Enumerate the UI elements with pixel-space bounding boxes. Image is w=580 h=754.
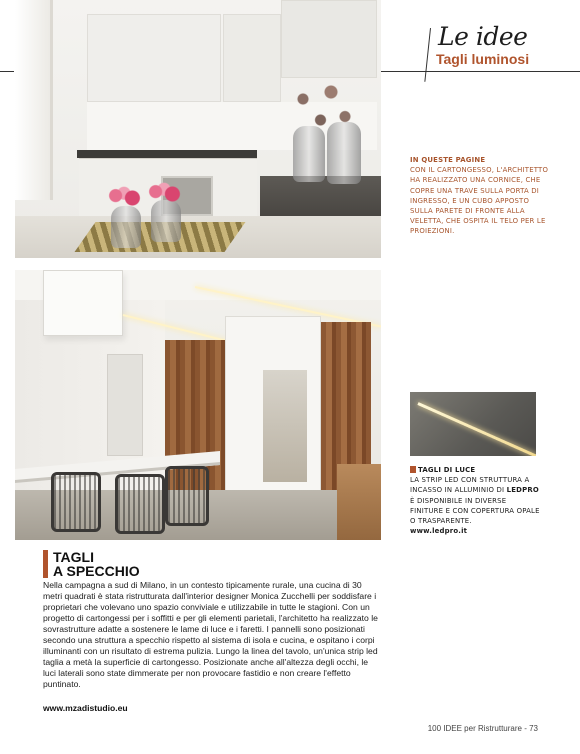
- caption-pages-title: IN QUESTE PAGINE: [410, 156, 486, 164]
- caption-led-text-after: È DISPONIBILE IN DIVERSE FINITURE E CON COPERTURA OPALE O TRASPARENTE.: [410, 496, 540, 526]
- flowers-center: [143, 182, 185, 206]
- dining-door-left: [107, 354, 143, 456]
- corridor-view: [263, 370, 307, 482]
- wood-sideboard: [337, 464, 381, 540]
- section-title-line1: TAGLI: [53, 549, 94, 565]
- dried-flowers: [289, 78, 359, 148]
- header-rule-left: [0, 71, 14, 72]
- header-tick: [424, 28, 431, 82]
- flowers-left: [103, 186, 145, 210]
- caption-led-marker: [410, 466, 416, 473]
- section-title-line2: A SPECCHIO: [53, 563, 140, 579]
- ledpro-link[interactable]: www.ledpro.it: [410, 527, 468, 536]
- chair-center: [115, 474, 165, 534]
- chair-left: [51, 472, 101, 532]
- kitchen-photo: [15, 0, 381, 258]
- vase-center: [151, 200, 181, 242]
- kitchen-upper-cabinets: [87, 14, 221, 102]
- caption-pages-text: CON IL CARTONGESSO, L'ARCHITETTO HA REALIZZATO UNA CORNICE, CHE COPRE UNA TRAVE SULLA PORTA DI INGRESSO, E UN CUBO APPOSTO SULLA PARETE DI FRONTE ALLA VELETTA, CHE OSPITA IL TELO PER LE PROIEZIONI.: [410, 166, 549, 236]
- article-body: Nella campagna a sud di Milano, in un contesto tipicamente rurale, una cucina di 30 metri quadrati è stata ristrutturata dall'interior designer Monica Zucchelli per soddisfare i proprietari che volevano uno spazio conviviale e utilizzabile in tutte le stagioni. Con un progetto di cartongessi per i soffitti e per gli elementi parietali, l'architetto ha realizzato le sovrastrutture adatte a sostenere le lame di luce e i faretti. I pannelli sono posizionati secondo una struttura a specchio rispetto al sistema di isola e cucina, e ospitano i corpi illuminanti con un risultato di estrema pulizia. Lungo la linea del tavolo, un'unica strip led taglia a metà la superficie di cartongesso. Posizionate anche all'altezza degli occhi, le luci laterali sono state dimmerate per non provocare fastidio e non creare l'effetto puntinato.: [43, 580, 378, 689]
- vase-left: [111, 206, 141, 248]
- caption-led-brand: LEDPRO: [506, 486, 539, 495]
- plasterboard-cube: [43, 270, 123, 336]
- kitchen-window: [15, 0, 53, 200]
- caption-led-title: TAGLI DI LUCE: [418, 466, 476, 474]
- caption-in-queste-pagine: [410, 155, 550, 237]
- caption-tagli-di-luce: [410, 465, 540, 536]
- mzadistudio-link[interactable]: www.mzadistudio.eu: [43, 703, 128, 713]
- section-title: [53, 550, 140, 578]
- series-title: Le idee: [438, 22, 528, 51]
- series-subtitle: Tagli luminosi: [436, 51, 530, 67]
- kitchen-upper-cabinet-right: [223, 14, 281, 102]
- kitchen-counter: [77, 150, 257, 158]
- led-strip-beam: [417, 402, 536, 456]
- led-strip-photo: [410, 392, 536, 456]
- caption-led-text-before: LA STRIP LED CON STRUTTURA A INCASSO IN ALLUMINIO DI: [410, 476, 530, 495]
- series-header: [430, 22, 560, 82]
- kitchen-hood-panel: [281, 0, 377, 78]
- chair-right: [165, 466, 209, 526]
- page-folio: 100 IDEE per Ristrutturare - 73: [427, 724, 538, 733]
- dining-photo: [15, 270, 381, 540]
- section-marker: [43, 550, 48, 578]
